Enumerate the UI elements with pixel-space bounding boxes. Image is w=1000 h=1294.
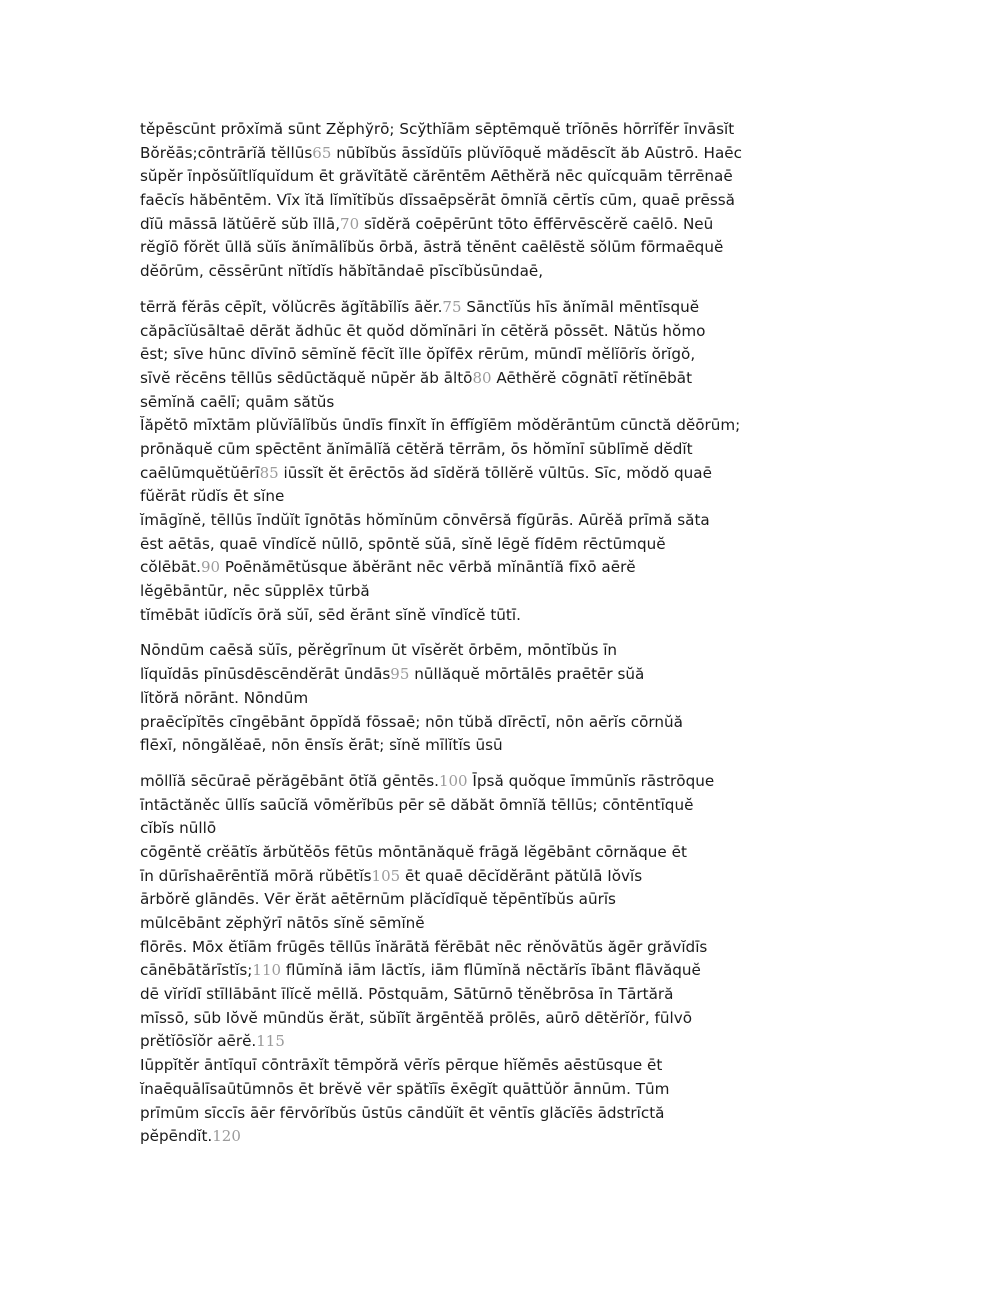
text-segment: nūbĭbŭs āssĭdŭīs plŭvĭōquĕ mădēscĭt ăb Aūstrō. Haēc [331,143,742,162]
text-segment: cōgēntĕ crĕātĭs ărbŭtĕōs fētūs mōntānăquĕ frāgă lĕgēbānt cōrnăque ēt [140,842,687,861]
text-line [140,1078,740,1102]
line-number: 75 [442,297,462,316]
text-line [140,663,740,687]
line-number: 95 [390,665,410,684]
text-segment: ĭmāgĭnĕ, tēllūs īndŭĭt īgnōtās hŏmĭnūm cōnvērsă fĭgūrās. Aūrĕă prīmă săta [140,511,710,529]
text-line [140,983,740,1007]
text-segment: Poēnămētŭsque ăbĕrānt nēc vērbă mĭnāntĭă fīxō aērĕ [220,558,636,577]
text-line [140,888,740,912]
text-line [140,1125,740,1149]
text-line [140,533,740,557]
text-segment: tĭmēbāt iūdĭcĭs ōră sŭī, sēd ĕrānt sĭnĕ vīndĭcĕ tūtī. [140,605,521,624]
text-segment: ārbŏrĕ glāndēs. Vēr ĕrăt aētērnūm plăcĭdīquĕ tĕpēntĭbŭs aūrīs [140,890,616,909]
text-line [140,236,740,260]
line-number: 70 [340,214,360,233]
line-number: 65 [312,143,332,162]
line-number: 105 [371,866,401,885]
text-segment: mīssō, sūb Iŏvĕ mūndŭs ĕrăt, sŭbĭĭt ărgēntĕă prōlēs, aūrō dētĕrĭŏr, fūlvō [140,1008,693,1027]
text-segment: nūllăquĕ mōrtālēs praētēr sŭă [409,665,645,684]
text-segment: pĕpēndĭt. [140,1127,213,1146]
line-number: 80 [472,368,492,387]
text-segment: Bŏrĕās;cōntrārĭă tĕllūs [140,143,313,162]
text-line [140,912,740,936]
document-body [140,118,740,1149]
text-segment: prōnăquĕ cūm spēctēnt ănĭmālĭă cētĕră tērrām, ōs hŏmĭnī sūblīmĕ dĕdĭt [140,439,693,458]
text-segment: mōllĭă sēcūraē pĕrăgēbānt ōtĭă gēntēs. [140,771,439,790]
text-line [140,367,740,391]
text-segment: flēxī, nōngălĕaē, nōn ēnsĭs ĕrāt; sĭnĕ mīlĭtĭs ūsū [140,736,503,755]
text-segment: lĭtŏră nōrānt. Nōndūm [140,688,309,707]
text-segment: ēst; sīve hūnc dīvīnō sēmĭnĕ fēcĭt ĭlle ŏpĭfēx rērūm, mūndī mĕlĭōrĭs ŏrĭgŏ, [140,345,696,364]
text-segment: ēt quaē dēcĭdĕrānt pătŭlā Iŏvĭs [400,866,643,885]
text-segment: caēlūmquĕtŭērī [140,463,260,482]
text-line [140,734,740,758]
text-line [140,343,740,367]
text-segment: dĭū māssā lătŭērĕ sŭb īllā, [140,214,341,233]
text-segment: sēmĭnă caēlī; quām sătŭs [140,392,335,411]
text-segment: dē vĭrĭdī stīllābānt īlĭcĕ mēllă. Pōstquām, Sātūrnō tĕnĕbrōsa īn Tārtără [140,985,674,1004]
text-segment: Iūppĭtĕr āntīquī cōntrāxĭt tēmpŏră vērĭs pērque hĭĕmēs aēstūsque ēt [140,1056,663,1075]
text-line [140,118,740,142]
text-segment: flōrēs. Mōx ĕtĭām frūgēs tēllūs ĭnărātă fĕrēbāt nēc rĕnŏvātŭs ăgēr grăvĭdīs [140,937,708,956]
text-segment: fŭĕrāt rŭdĭs ēt sĭne [140,487,285,506]
line-number: 100 [438,771,468,790]
paragraph [140,770,740,1149]
text-line [140,711,740,735]
text-segment: cānēbātărīstĭs; [140,961,253,980]
text-line [140,142,740,166]
text-line [140,794,740,818]
text-segment: ēst aētās, quaē vīndĭcĕ nūllō, spōntĕ sŭā, sĭnĕ lēgĕ fĭdēm rēctūmquĕ [140,534,666,553]
text-segment: ĭnaēquālīsaūtūmnōs ēt brĕvĕ vēr spătĭīs ēxēgĭt quāttŭŏr ānnūm. Tūm [140,1079,670,1098]
paragraph-gap [140,758,740,770]
text-line [140,1102,740,1126]
text-segment: īn dūrīshaērēntĭă mōră rŭbētĭs [140,866,372,885]
text-segment: cŏlēbāt. [140,558,201,577]
text-line [140,462,740,486]
text-line [140,604,740,628]
text-line [140,687,740,711]
text-segment: sīdĕră coēpērūnt tōto ēffērvēscĕrĕ caēlō. Neū [359,214,714,233]
text-segment: rĕgĭō fŏrĕt ūllă sŭĭs ănĭmālĭbŭs ōrbă, āstră tĕnēnt caēlēstĕ sŏlūm fōrmaēquĕ [140,238,724,257]
text-segment: Ĭăpĕtō mīxtām plŭvĭālĭbŭs ūndīs fīnxĭt ĭn ēffĭgĭēm mŏdĕrāntūm cūnctă dĕōrūm; [140,416,741,435]
line-number: 90 [200,558,221,577]
text-line [140,936,740,960]
text-line [140,770,740,794]
text-segment: sīvĕ rĕcēns tēllūs sēdūctăquĕ nūpĕr ăb āltō [140,368,473,387]
text-segment: lĭquĭdās pīnūsdēscēndĕrāt ūndās [140,665,391,684]
line-number: 85 [259,463,279,482]
text-segment: Sānctĭŭs hīs ănĭmāl mēntīsquĕ [461,297,700,316]
text-line [140,391,740,415]
text-line [140,556,740,580]
paragraph-gap [140,284,740,296]
text-line [140,841,740,865]
paragraph [140,296,740,628]
text-line [140,580,740,604]
text-segment: flūmĭnă iām lāctĭs, iām flūmĭnă nēctărĭs ībānt flāvăquĕ [281,961,701,980]
text-line [140,414,740,438]
text-segment: Aēthĕrĕ cōgnātī rĕtĭnēbāt [491,368,693,387]
text-segment: lĕgēbāntūr, nēc sūpplēx tūrbă [140,582,370,601]
text-line [140,1007,740,1031]
text-line [140,296,740,320]
text-segment: těpēscūnt prōxĭmă sūnt Zěphўrō; Scўthĭām sēptēmquĕ trĭōnēs hōrrĭfĕr īnvāsĭt [140,120,735,138]
text-line [140,1030,740,1054]
line-number: 120 [212,1127,241,1146]
text-line [140,1054,740,1078]
text-segment: Īpsă quŏque īmmūnĭs rāstrōque [467,771,715,790]
text-line [140,817,740,841]
text-segment: mūlcēbānt zĕphўrī nātōs sĭnĕ sēmĭnĕ [140,914,425,932]
text-segment: prĕtĭōsĭŏr aērĕ. [140,1032,257,1051]
text-segment: prīmūm sīccīs āēr fērvōrĭbŭs ūstūs cāndŭĭt ēt vēntīs glăcĭēs ādstrīctă [140,1103,665,1122]
paragraph [140,639,740,757]
line-number: 110 [252,961,282,980]
text-segment: praēcĭpĭtēs cīngēbānt ōppĭdă fōssaē; nōn tŭbă dīrēctī, nōn aērĭs cōrnŭă [140,712,683,731]
text-line [140,213,740,237]
line-number: 115 [256,1032,285,1051]
text-line [140,320,740,344]
text-line [140,509,740,533]
text-segment: cĭbĭs nūllō [140,819,217,838]
text-line [140,959,740,983]
text-line [140,485,740,509]
text-segment: căpācĭŭsāltaē dērăt ădhūc ēt quŏd dŏmĭnāri ĭn cētĕră pōssēt. Nātŭs hŏmo [140,321,706,340]
text-segment: tērră fĕrās cēpĭt, vŏlŭcrēs ăgĭtābĭlĭs āĕr. [140,297,443,316]
text-line [140,865,740,889]
paragraph [140,118,740,284]
text-segment: iūssĭt ĕt ērēctōs ăd sīdĕră tōllĕrĕ vūltūs. Sīc, mŏdŏ quaē [278,463,712,482]
text-segment: sŭpĕr īnpŏsŭītlĭquĭdum ēt grăvĭtātĕ cărēntēm Aēthĕră nēc quĭcquām tērrēnaē [140,167,733,186]
text-line [140,165,740,189]
text-line [140,260,740,284]
text-line [140,438,740,462]
text-segment: īntāctăněc ūllĭs saūcĭă vōmĕrĭbūs pēr sē dăbăt ōmnĭă tēllūs; cōntēntīquĕ [140,795,694,814]
text-segment: faēcĭs hăbēntēm. Vīx ĭtă lĭmĭtĭbŭs dīssaēpsĕrāt ōmnĭă cērtĭs cūm, quaē prēssă [140,191,735,210]
text-line [140,639,740,663]
text-line [140,189,740,213]
paragraph-gap [140,627,740,639]
text-segment: Nōndūm caēsă sŭīs, pĕrĕgrīnum ūt vīsĕrĕt ōrbēm, mōntĭbŭs īn [140,641,618,660]
text-segment: dĕōrūm, cēssērūnt nĭtĭdĭs hăbĭtāndaē pīscĭbŭsūndaē, [140,262,544,281]
